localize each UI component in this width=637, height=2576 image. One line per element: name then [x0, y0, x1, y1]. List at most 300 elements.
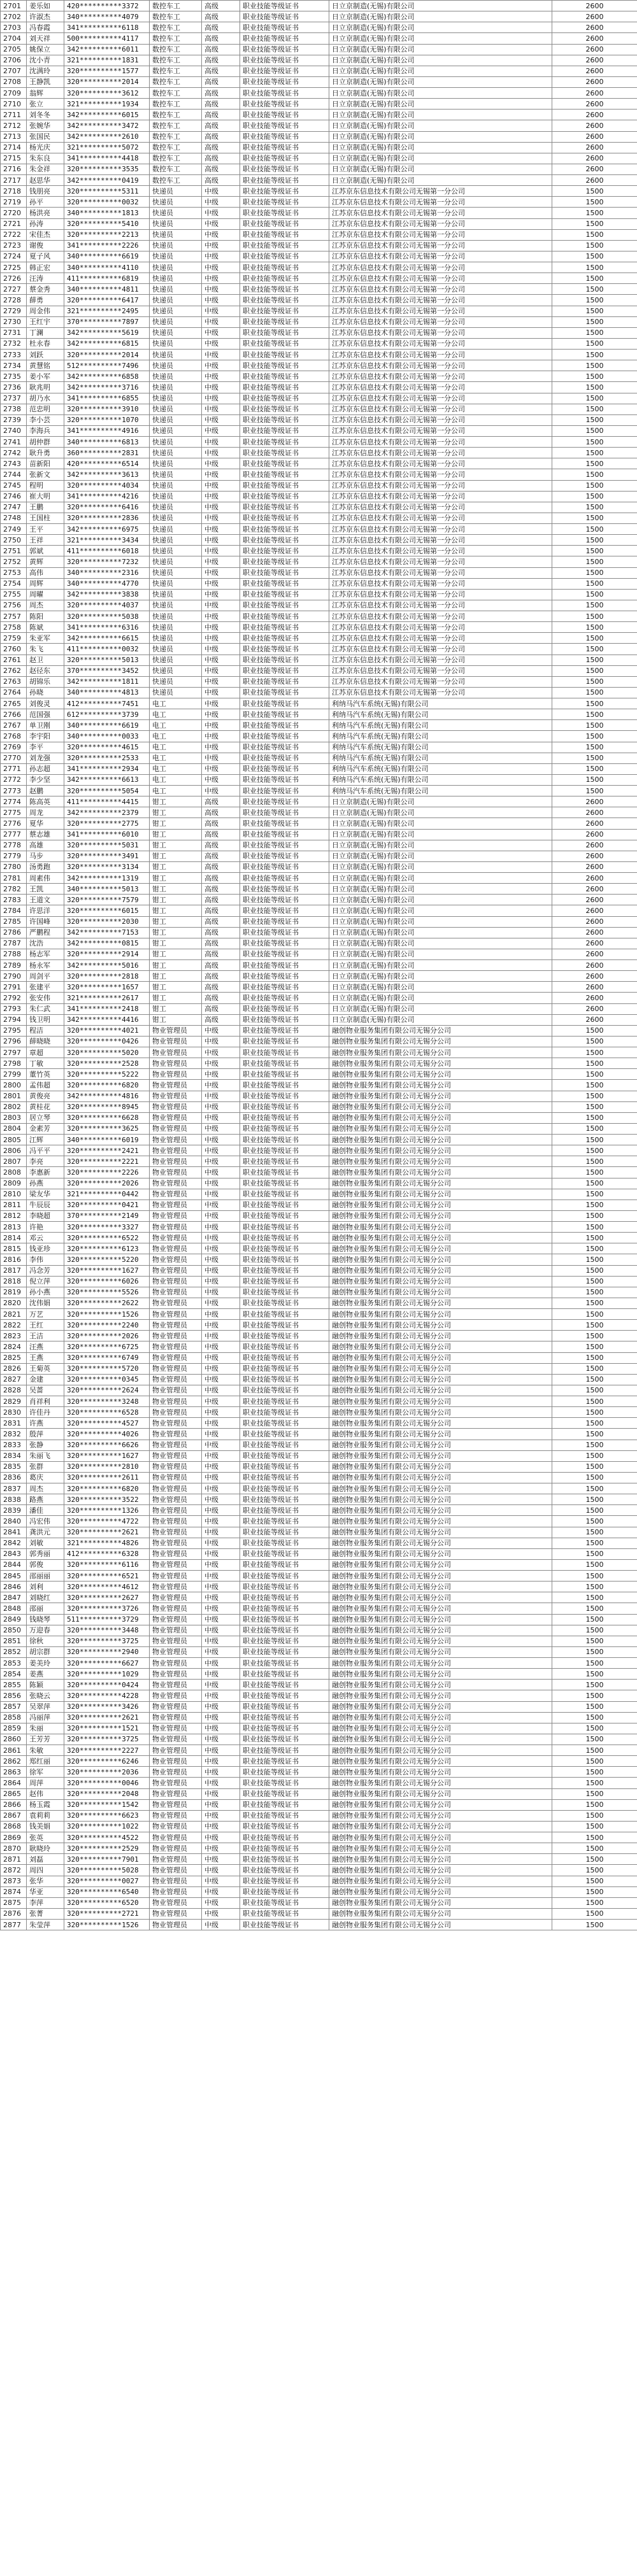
- certificate-type-cell: 职业技能等级证书: [240, 1101, 329, 1112]
- certificate-type-cell: 职业技能等级证书: [240, 829, 329, 840]
- certificate-type-cell: 职业技能等级证书: [240, 197, 329, 208]
- company-cell: 融创物业服务集团有限公司无锡分公司: [329, 1494, 552, 1505]
- certificate-type-cell: 职业技能等级证书: [240, 1233, 329, 1243]
- table-row: [1, 1429, 637, 1440]
- amount-cell: 1500: [552, 1832, 637, 1843]
- company-cell: 融创物业服务集团有限公司无锡分公司: [329, 1920, 552, 1930]
- amount-cell: 1500: [552, 1625, 637, 1636]
- row-number-cell: 2788: [1, 949, 27, 959]
- level-cell: 高级: [202, 905, 240, 916]
- occupation-cell: 物业管理员: [150, 1101, 202, 1112]
- row-number-cell: 2734: [1, 360, 27, 371]
- occupation-cell: 物业管理员: [150, 1123, 202, 1134]
- id-number-cell: 320**********2048: [64, 1788, 150, 1799]
- id-number-cell: 342**********1319: [64, 873, 150, 884]
- name-cell: 朱敏: [27, 1745, 64, 1756]
- id-number-cell: 320**********1022: [64, 1821, 150, 1832]
- certificate-type-cell: 职业技能等级证书: [240, 1189, 329, 1200]
- name-cell: 张建平: [27, 982, 64, 993]
- row-number-cell: 2838: [1, 1494, 27, 1505]
- row-number-cell: 2831: [1, 1418, 27, 1429]
- table-row: [1, 644, 637, 655]
- row-number-cell: 2811: [1, 1200, 27, 1210]
- occupation-cell: 物业管理员: [150, 1200, 202, 1210]
- company-cell: 融创物业服务集团有限公司无锡分公司: [329, 1756, 552, 1767]
- table-row: [1, 350, 637, 360]
- row-number-cell: 2871: [1, 1854, 27, 1865]
- certificate-type-cell: 职业技能等级证书: [240, 11, 329, 22]
- company-cell: 融创物业服务集团有限公司无锡分公司: [329, 1472, 552, 1483]
- occupation-cell: 物业管理员: [150, 1483, 202, 1494]
- table-row: [1, 251, 637, 262]
- table-row: [1, 1865, 637, 1876]
- level-cell: 中级: [202, 709, 240, 720]
- amount-cell: 1500: [552, 382, 637, 393]
- amount-cell: 1500: [552, 731, 637, 742]
- name-cell: 李宇阳: [27, 731, 64, 742]
- amount-cell: 2600: [552, 120, 637, 131]
- certificate-type-cell: 职业技能等级证书: [240, 1505, 329, 1516]
- table-row: [1, 262, 637, 273]
- certificate-type-cell: 职业技能等级证书: [240, 480, 329, 491]
- level-cell: 中级: [202, 1559, 240, 1570]
- certificate-type-cell: 职业技能等级证书: [240, 1058, 329, 1069]
- table-row: [1, 1145, 637, 1156]
- company-cell: 融创物业服务集团有限公司无锡分公司: [329, 1025, 552, 1036]
- level-cell: 中级: [202, 546, 240, 556]
- certificate-type-cell: 职业技能等级证书: [240, 1799, 329, 1810]
- table-row: [1, 1810, 637, 1821]
- company-cell: 日立京制造(无锡)有限公司: [329, 829, 552, 840]
- table-row: [1, 1396, 637, 1407]
- name-cell: 耿升勇: [27, 448, 64, 458]
- id-number-cell: 320**********3522: [64, 1494, 150, 1505]
- level-cell: 中级: [202, 240, 240, 251]
- occupation-cell: 物业管理员: [150, 1843, 202, 1854]
- row-number-cell: 2767: [1, 720, 27, 731]
- occupation-cell: 快递员: [150, 186, 202, 197]
- row-number-cell: 2805: [1, 1135, 27, 1145]
- level-cell: 中级: [202, 1309, 240, 1320]
- company-cell: 融创物业服务集团有限公司无锡分公司: [329, 1690, 552, 1701]
- name-cell: 沈满玲: [27, 66, 64, 76]
- certificate-type-cell: 职业技能等级证书: [240, 88, 329, 99]
- id-number-cell: 340**********6619: [64, 251, 150, 262]
- id-number-cell: 342**********4816: [64, 1091, 150, 1101]
- occupation-cell: 数控车工: [150, 1, 202, 11]
- certificate-type-cell: 职业技能等级证书: [240, 1407, 329, 1418]
- table-row: [1, 1603, 637, 1614]
- name-cell: 钱朋亮: [27, 186, 64, 197]
- id-number-cell: 320**********6416: [64, 502, 150, 513]
- level-cell: 中级: [202, 786, 240, 796]
- row-number-cell: 2824: [1, 1341, 27, 1352]
- row-number-cell: 2746: [1, 491, 27, 502]
- company-cell: 江苏京东信息技术有限公司无锡第一分公司: [329, 306, 552, 316]
- id-number-cell: 341**********6316: [64, 622, 150, 633]
- amount-cell: 1500: [552, 556, 637, 567]
- name-cell: 朱亚军: [27, 633, 64, 644]
- amount-cell: 1500: [552, 1101, 637, 1112]
- id-number-cell: 320**********3725: [64, 1734, 150, 1744]
- table-row: [1, 1897, 637, 1908]
- company-cell: 江苏京东信息技术有限公司无锡第一分公司: [329, 360, 552, 371]
- amount-cell: 2600: [552, 861, 637, 872]
- row-number-cell: 2739: [1, 414, 27, 425]
- row-number-cell: 2837: [1, 1483, 27, 1494]
- company-cell: 日立京制造(无锡)有限公司: [329, 807, 552, 818]
- row-number-cell: 2840: [1, 1516, 27, 1527]
- level-cell: 中级: [202, 1429, 240, 1440]
- row-number-cell: 2860: [1, 1734, 27, 1744]
- level-cell: 中级: [202, 1614, 240, 1625]
- level-cell: 中级: [202, 491, 240, 502]
- name-cell: 李亮: [27, 1156, 64, 1167]
- certificate-type-cell: 职业技能等级证书: [240, 1200, 329, 1210]
- name-cell: 王祥: [27, 535, 64, 546]
- id-number-cell: 411**********6819: [64, 273, 150, 284]
- amount-cell: 1500: [552, 753, 637, 763]
- occupation-cell: 快递员: [150, 665, 202, 676]
- name-cell: 王凯: [27, 884, 64, 895]
- occupation-cell: 快递员: [150, 360, 202, 371]
- level-cell: 中级: [202, 1832, 240, 1843]
- id-number-cell: 342**********3716: [64, 382, 150, 393]
- occupation-cell: 物业管理员: [150, 1778, 202, 1788]
- occupation-cell: 物业管理员: [150, 1069, 202, 1080]
- certificate-type-cell: 职业技能等级证书: [240, 338, 329, 349]
- certificate-type-cell: 职业技能等级证书: [240, 1745, 329, 1756]
- occupation-cell: 钳工: [150, 927, 202, 938]
- name-cell: 郭秀丽: [27, 1548, 64, 1559]
- table-row: [1, 524, 637, 535]
- table-row: [1, 1756, 637, 1767]
- occupation-cell: 物业管理员: [150, 1025, 202, 1036]
- table-row: [1, 120, 637, 131]
- occupation-cell: 快递员: [150, 437, 202, 448]
- table-row: [1, 110, 637, 120]
- level-cell: 中级: [202, 1646, 240, 1657]
- name-cell: 黄慧铭: [27, 360, 64, 371]
- name-cell: 李少坚: [27, 774, 64, 785]
- name-cell: 张国民: [27, 131, 64, 142]
- row-number-cell: 2877: [1, 1920, 27, 1930]
- level-cell: 高级: [202, 11, 240, 22]
- id-number-cell: 321**********1831: [64, 55, 150, 66]
- amount-cell: 1500: [552, 1265, 637, 1276]
- name-cell: 姜燕: [27, 1669, 64, 1680]
- occupation-cell: 钳工: [150, 971, 202, 982]
- row-number-cell: 2830: [1, 1407, 27, 1418]
- amount-cell: 1500: [552, 1810, 637, 1821]
- id-number-cell: 342**********6858: [64, 371, 150, 382]
- amount-cell: 2600: [552, 1003, 637, 1014]
- level-cell: 中级: [202, 1680, 240, 1690]
- occupation-cell: 物业管理员: [150, 1832, 202, 1843]
- amount-cell: 2600: [552, 851, 637, 861]
- certificate-type-cell: 职业技能等级证书: [240, 535, 329, 546]
- name-cell: 韩正宏: [27, 262, 64, 273]
- row-number-cell: 2714: [1, 142, 27, 153]
- certificate-type-cell: 职业技能等级证书: [240, 546, 329, 556]
- table-row: [1, 1341, 637, 1352]
- table-row: [1, 1690, 637, 1701]
- name-cell: 王鹏: [27, 502, 64, 513]
- level-cell: 中级: [202, 1254, 240, 1265]
- name-cell: 丁澜: [27, 327, 64, 338]
- level-cell: 中级: [202, 1799, 240, 1810]
- company-cell: 江苏京东信息技术有限公司无锡第一分公司: [329, 186, 552, 197]
- level-cell: 中级: [202, 1058, 240, 1069]
- level-cell: 中级: [202, 425, 240, 436]
- amount-cell: 1500: [552, 371, 637, 382]
- table-row: [1, 1189, 637, 1200]
- certificate-type-cell: 职业技能等级证书: [240, 66, 329, 76]
- name-cell: 朱莹萍: [27, 1920, 64, 1930]
- level-cell: 中级: [202, 197, 240, 208]
- name-cell: 邵丽丽: [27, 1571, 64, 1582]
- company-cell: 江苏京东信息技术有限公司无锡第一分公司: [329, 622, 552, 633]
- occupation-cell: 快递员: [150, 197, 202, 208]
- occupation-cell: 快递员: [150, 338, 202, 349]
- occupation-cell: 钳工: [150, 905, 202, 916]
- company-cell: 利纳马汽车系统(无锡)有限公司: [329, 753, 552, 763]
- certificate-type-cell: 职业技能等级证书: [240, 774, 329, 785]
- name-cell: 周剑平: [27, 971, 64, 982]
- name-cell: 丁敏: [27, 1058, 64, 1069]
- certificate-type-cell: 职业技能等级证书: [240, 567, 329, 578]
- amount-cell: 2600: [552, 829, 637, 840]
- certificate-type-cell: 职业技能等级证书: [240, 1276, 329, 1287]
- row-number-cell: 2771: [1, 763, 27, 774]
- row-number-cell: 2793: [1, 1003, 27, 1014]
- id-number-cell: 320**********0027: [64, 1876, 150, 1886]
- row-number-cell: 2724: [1, 251, 27, 262]
- table-row: [1, 491, 637, 502]
- certificate-type-cell: 职业技能等级证书: [240, 753, 329, 763]
- name-cell: 李小芸: [27, 414, 64, 425]
- id-number-cell: 342**********1811: [64, 676, 150, 687]
- level-cell: 中级: [202, 676, 240, 687]
- name-cell: 姜小军: [27, 371, 64, 382]
- amount-cell: 1500: [552, 1396, 637, 1407]
- row-number-cell: 2756: [1, 600, 27, 611]
- level-cell: 中级: [202, 1865, 240, 1876]
- name-cell: 华亚: [27, 1886, 64, 1897]
- occupation-cell: 数控车工: [150, 164, 202, 174]
- company-cell: 江苏京东信息技术有限公司无锡第一分公司: [329, 611, 552, 622]
- company-cell: 江苏京东信息技术有限公司无锡第一分公司: [329, 350, 552, 360]
- certificate-type-cell: 职业技能等级证书: [240, 1036, 329, 1047]
- level-cell: 中级: [202, 1145, 240, 1156]
- level-cell: 中级: [202, 316, 240, 327]
- row-number-cell: 2803: [1, 1112, 27, 1123]
- row-number-cell: 2729: [1, 306, 27, 316]
- id-number-cell: 320**********5311: [64, 186, 150, 197]
- certificate-type-cell: 职业技能等级证书: [240, 1145, 329, 1156]
- name-cell: 谢俊: [27, 240, 64, 251]
- table-row: [1, 796, 637, 807]
- id-number-cell: 320**********7579: [64, 895, 150, 905]
- company-cell: 江苏京东信息技术有限公司无锡第一分公司: [329, 229, 552, 240]
- table-row: [1, 513, 637, 523]
- row-number-cell: 2723: [1, 240, 27, 251]
- row-number-cell: 2728: [1, 295, 27, 306]
- amount-cell: 2600: [552, 164, 637, 174]
- id-number-cell: 320**********2914: [64, 949, 150, 959]
- level-cell: 中级: [202, 1178, 240, 1189]
- occupation-cell: 快递员: [150, 535, 202, 546]
- occupation-cell: 快递员: [150, 371, 202, 382]
- certificate-type-cell: 职业技能等级证书: [240, 1374, 329, 1385]
- company-cell: 融创物业服务集团有限公司无锡分公司: [329, 1636, 552, 1646]
- table-row: [1, 1222, 637, 1233]
- amount-cell: 1500: [552, 1778, 637, 1788]
- occupation-cell: 物业管理员: [150, 1036, 202, 1047]
- table-row: [1, 1767, 637, 1778]
- row-number-cell: 2827: [1, 1374, 27, 1385]
- table-row: [1, 425, 637, 436]
- table-row: [1, 600, 637, 611]
- id-number-cell: 320**********5038: [64, 611, 150, 622]
- name-cell: 夏子风: [27, 251, 64, 262]
- table-row: [1, 709, 637, 720]
- level-cell: 高级: [202, 131, 240, 142]
- row-number-cell: 2765: [1, 698, 27, 709]
- table-row: [1, 982, 637, 993]
- name-cell: 杨玉霞: [27, 1799, 64, 1810]
- name-cell: 刘晓红: [27, 1592, 64, 1603]
- row-number-cell: 2869: [1, 1832, 27, 1843]
- id-number-cell: 340**********6619: [64, 720, 150, 731]
- certificate-type-cell: 职业技能等级证书: [240, 327, 329, 338]
- id-number-cell: 320**********2627: [64, 1592, 150, 1603]
- certificate-type-cell: 职业技能等级证书: [240, 33, 329, 44]
- row-number-cell: 2834: [1, 1450, 27, 1461]
- company-cell: 融创物业服务集团有限公司无锡分公司: [329, 1243, 552, 1254]
- table-row: [1, 338, 637, 349]
- amount-cell: 1500: [552, 665, 637, 676]
- row-number-cell: 2789: [1, 960, 27, 971]
- row-number-cell: 2794: [1, 1014, 27, 1025]
- level-cell: 中级: [202, 578, 240, 589]
- company-cell: 江苏京东信息技术有限公司无锡第一分公司: [329, 338, 552, 349]
- id-number-cell: 320**********3248: [64, 1396, 150, 1407]
- name-cell: 高伟: [27, 567, 64, 578]
- row-number-cell: 2850: [1, 1625, 27, 1636]
- certificate-type-cell: 职业技能等级证书: [240, 895, 329, 905]
- amount-cell: 1500: [552, 1669, 637, 1680]
- row-number-cell: 2817: [1, 1265, 27, 1276]
- company-cell: 融创物业服务集团有限公司无锡分公司: [329, 1592, 552, 1603]
- table-row: [1, 186, 637, 197]
- id-number-cell: 320**********2611: [64, 1472, 150, 1483]
- table-row: [1, 1069, 637, 1080]
- id-number-cell: 320**********2421: [64, 1145, 150, 1156]
- certificate-type-cell: 职业技能等级证书: [240, 1876, 329, 1886]
- certificate-type-cell: 职业技能等级证书: [240, 1265, 329, 1276]
- row-number-cell: 2717: [1, 175, 27, 186]
- name-cell: 袁莉莉: [27, 1810, 64, 1821]
- table-row: [1, 1014, 637, 1025]
- amount-cell: 2600: [552, 99, 637, 110]
- row-number-cell: 2777: [1, 829, 27, 840]
- table-row: [1, 1778, 637, 1788]
- name-cell: 朱丽飞: [27, 1450, 64, 1461]
- table-row: [1, 1592, 637, 1603]
- occupation-cell: 快递员: [150, 676, 202, 687]
- row-number-cell: 2707: [1, 66, 27, 76]
- name-cell: 许佳丹: [27, 1407, 64, 1418]
- level-cell: 中级: [202, 1821, 240, 1832]
- company-cell: 日立京制造(无锡)有限公司: [329, 971, 552, 982]
- company-cell: 利纳马汽车系统(无锡)有限公司: [329, 731, 552, 742]
- row-number-cell: 2719: [1, 197, 27, 208]
- table-row: [1, 1418, 637, 1429]
- name-cell: 钱亚珍: [27, 1243, 64, 1254]
- id-number-cell: 342**********0815: [64, 938, 150, 949]
- occupation-cell: 钳工: [150, 851, 202, 861]
- row-number-cell: 2718: [1, 186, 27, 197]
- level-cell: 中级: [202, 1418, 240, 1429]
- id-number-cell: 412**********6328: [64, 1548, 150, 1559]
- amount-cell: 1500: [552, 1309, 637, 1320]
- occupation-cell: 物业管理员: [150, 1287, 202, 1298]
- id-number-cell: 320**********4722: [64, 1516, 150, 1527]
- certificate-type-cell: 职业技能等级证书: [240, 1920, 329, 1930]
- id-number-cell: 342**********3472: [64, 120, 150, 131]
- table-row: [1, 11, 637, 22]
- amount-cell: 1500: [552, 1363, 637, 1374]
- level-cell: 中级: [202, 1069, 240, 1080]
- level-cell: 中级: [202, 1374, 240, 1385]
- name-cell: 汪燕: [27, 1341, 64, 1352]
- id-number-cell: 320**********1657: [64, 982, 150, 993]
- id-number-cell: 320**********0421: [64, 1200, 150, 1210]
- id-number-cell: 512**********7496: [64, 360, 150, 371]
- level-cell: 高级: [202, 971, 240, 982]
- row-number-cell: 2839: [1, 1505, 27, 1516]
- level-cell: 中级: [202, 1091, 240, 1101]
- occupation-cell: 快递员: [150, 458, 202, 469]
- table-row: [1, 1614, 637, 1625]
- id-number-cell: 342**********4416: [64, 1014, 150, 1025]
- id-number-cell: 320**********2529: [64, 1843, 150, 1854]
- certificate-type-cell: 职业技能等级证书: [240, 1091, 329, 1101]
- level-cell: 高级: [202, 796, 240, 807]
- company-cell: 江苏京东信息技术有限公司无锡第一分公司: [329, 458, 552, 469]
- amount-cell: 2600: [552, 905, 637, 916]
- certificate-type-cell: 职业技能等级证书: [240, 720, 329, 731]
- table-row: [1, 1287, 637, 1298]
- amount-cell: 1500: [552, 1189, 637, 1200]
- company-cell: 日立京制造(无锡)有限公司: [329, 1, 552, 11]
- amount-cell: 1500: [552, 567, 637, 578]
- occupation-cell: 物业管理员: [150, 1429, 202, 1440]
- level-cell: 高级: [202, 916, 240, 927]
- amount-cell: 2600: [552, 927, 637, 938]
- table-row: [1, 327, 637, 338]
- amount-cell: 2600: [552, 55, 637, 66]
- id-number-cell: 411**********0032: [64, 644, 150, 655]
- amount-cell: 2600: [552, 971, 637, 982]
- amount-cell: 1500: [552, 1788, 637, 1799]
- company-cell: 日立京制造(无锡)有限公司: [329, 44, 552, 55]
- amount-cell: 2600: [552, 44, 637, 55]
- amount-cell: 1500: [552, 1745, 637, 1756]
- amount-cell: 1500: [552, 1505, 637, 1516]
- level-cell: 中级: [202, 1101, 240, 1112]
